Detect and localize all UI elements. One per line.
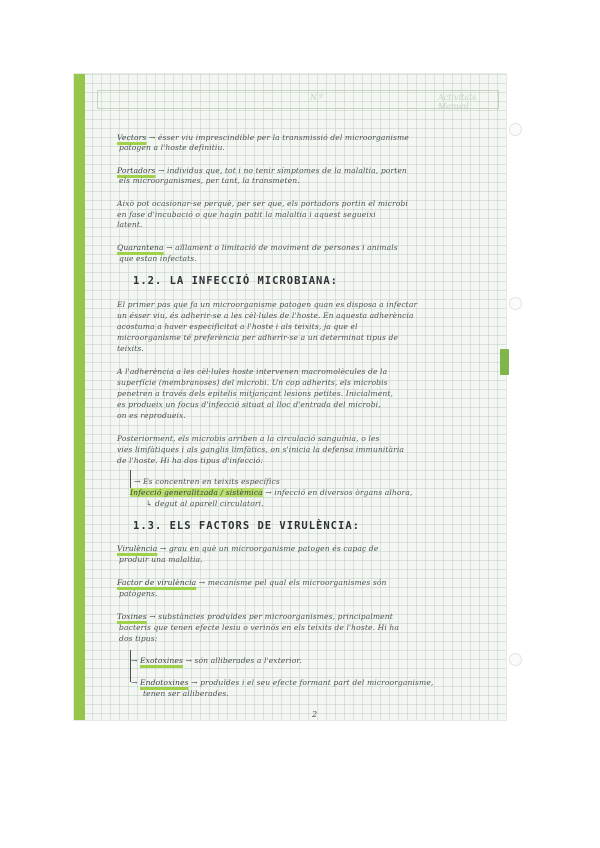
term-exotoxines: Exotoxines <box>139 656 183 665</box>
portadors-line-1: Portadors → individus que, tot i no tenir símptomes de la malaltia, porten <box>117 166 407 175</box>
adherencia-line-4: es produeix un focus d'infecció situat al lloc d'entrada del microbi, <box>117 400 381 409</box>
binder-hole-top <box>509 123 522 136</box>
toxines-line-1: Toxines → substàncies produïdes per microorganismes, principalment <box>117 612 393 621</box>
quarantena-line-2: que estan infectats. <box>119 254 197 263</box>
infeccio-line-1: El primer pas que fa un microorganisme patogen quan es disposa a infectar <box>117 300 418 309</box>
header-title-field: Activitats Manual <box>438 93 477 111</box>
ocasio-line-1: Això pot ocasionar-se perquè, per ser que, els portadors portin el microbi <box>117 199 408 208</box>
infection-type-local: → Es concentren en teixits específics <box>134 477 280 486</box>
infeccio-line-2: un ésser viu, és adherir-se a les cèl·lules de l'hoste. En aquesta adherència <box>117 311 414 320</box>
vectors-line-1: Vectors → ésser viu imprescindible per la transmissió del microorganisme <box>117 133 409 142</box>
infection-type-systemic: Infecció generalitzada / sistèmica → infecció en diversos òrgans alhora, <box>130 488 413 497</box>
section-heading-infeccio: 1.2. LA INFECCIÓ MICROBIANA: <box>133 275 339 287</box>
section-heading-factors: 1.3. ELS FACTORS DE VIRULÈNCIA: <box>133 520 360 532</box>
side-tab <box>500 349 509 375</box>
adherencia-line-5: on es reprodueix. <box>117 411 186 420</box>
infection-type-systemic-line-2: ↳ degut al aparell circulatori. <box>146 499 264 508</box>
toxin-type-endo: → Endotoxines → produïdes i el seu efecte formant part del microorganisme, <box>131 678 434 687</box>
portadors-line-2: els microorganismes, per tant, la transmeten. <box>119 176 300 185</box>
infeccio-line-3: acostuma a haver especificitat a l'hoste i als teixits, ja que el <box>117 322 358 331</box>
header-number-field: N.º <box>310 93 323 102</box>
adherencia-line-2: superfície (membranoses) del microbi. Un cop adherits, els microbis <box>117 378 388 387</box>
infection-types-bracket <box>130 470 131 490</box>
factor-line-1: Factor de virulència → mecanisme pel qual els microorganismes són <box>117 578 387 587</box>
term-endotoxines: Endotoxines <box>139 678 189 687</box>
term-vectors: Vectors <box>117 133 147 142</box>
term-toxines: Toxines <box>117 612 147 621</box>
term-virulencia: Virulència <box>117 544 158 553</box>
ocasio-line-2: en fase d'incubació o que hagin patit la malaltia i aquest segueixi <box>117 210 376 219</box>
factor-line-2: patògens. <box>119 589 158 598</box>
toxin-type-exo: → Exotoxines → són alliberades a l'exterior. <box>131 656 302 665</box>
page-number: 2 <box>312 710 318 719</box>
virulencia-line-1: Virulència → grau en què un microorganisme patogen és capaç de <box>117 544 379 553</box>
ocasio-line-3: latent. <box>117 220 143 229</box>
binder-hole-bottom <box>509 653 522 666</box>
adherencia-line-3: penetren a través dels epitelis mitjançant lesions petites. Inicialment, <box>117 389 393 398</box>
adherencia-line-1: A l'adherència a les cèl·lules hoste intervenen macromolècules de la <box>117 367 388 376</box>
virulencia-line-2: produir una malaltia. <box>119 555 203 564</box>
posteriorment-line-1: Posteriorment, els microbis arriben a la circulació sanguínia, o les <box>117 434 380 443</box>
term-portadors: Portadors <box>117 166 156 175</box>
infeccio-line-4: microorganisme té preferència per adherir-se a un determinat tipus de <box>117 333 399 342</box>
infeccio-line-5: teixits. <box>117 344 144 353</box>
toxines-line-3: dos tipus: <box>119 634 158 643</box>
quarantena-line-1: Quarantena → aïllament o limitació de moviment de persones i animals <box>117 243 398 252</box>
vectors-line-2: patogen a l'hoste definitiu. <box>119 143 225 152</box>
page-header <box>97 90 499 109</box>
term-quarantena: Quarantena <box>117 243 164 252</box>
posteriorment-line-3: de l'hoste. Hi ha dos tipus d'infecció: <box>117 456 264 465</box>
page-margin-bar <box>74 74 85 720</box>
posteriorment-line-2: vies limfàtiques i als ganglis limfàtics, on s'inicia la defensa immunitària <box>117 445 405 454</box>
toxines-line-2: bacteris que tenen efecte lesiu o verinós en els teixits de l'hoste. Hi ha <box>119 623 399 632</box>
toxin-type-endo-line-2: tenen ser alliberades. <box>143 689 229 698</box>
highlight-systemic: Infecció generalitzada / sistèmica <box>130 488 263 497</box>
term-factor-virulencia: Factor de virulència <box>117 578 197 587</box>
binder-hole-mid <box>509 297 522 310</box>
